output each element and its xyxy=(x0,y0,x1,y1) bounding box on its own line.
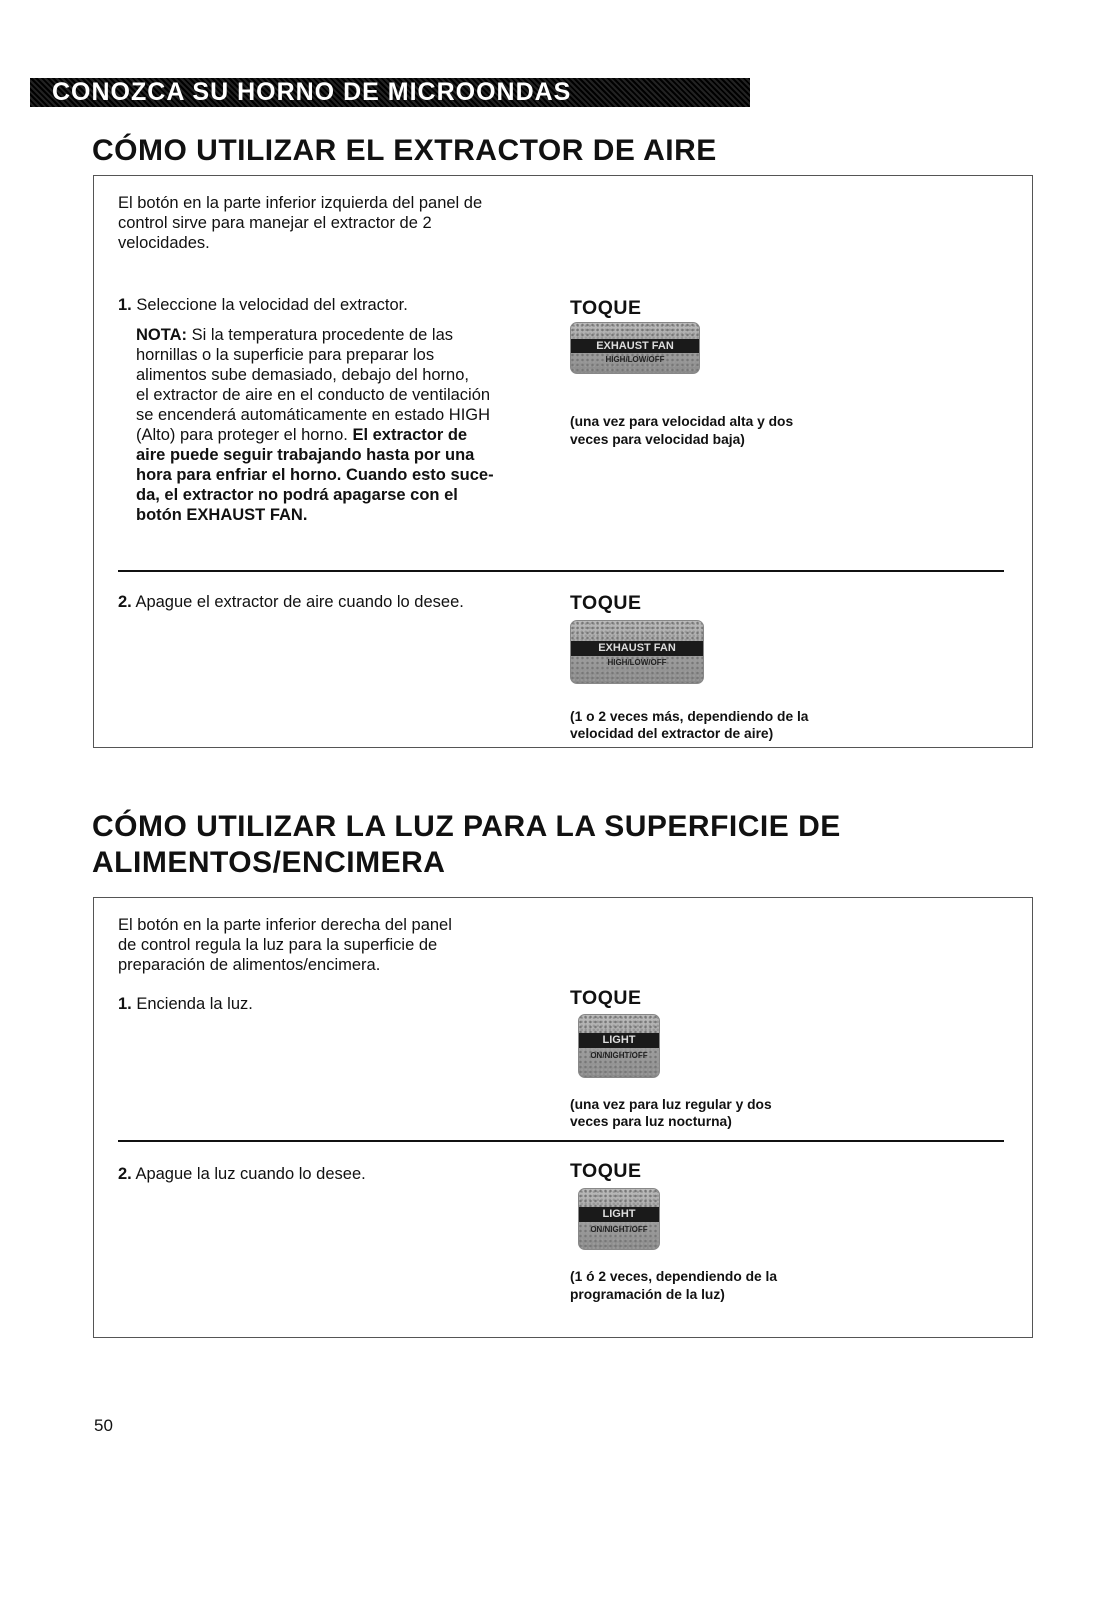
light-button-image xyxy=(578,1014,660,1078)
section1-intro-line3: velocidades. xyxy=(118,234,210,252)
nota-text: (Alto) para proteger el horno. xyxy=(136,426,353,444)
step-number: 2. xyxy=(118,1165,132,1183)
nota-label: NOTA: xyxy=(136,326,188,344)
nota-line6 xyxy=(136,426,467,445)
section1-step1 xyxy=(118,296,408,315)
step-text: Apague el extractor de aire cuando lo desee. xyxy=(135,593,464,611)
step2-caption-line2: velocidad del extractor de aire) xyxy=(570,726,774,741)
nota-bold-line4: da, el extractor no podrá apagarse con el xyxy=(136,486,458,504)
step1-caption-line2: veces para luz nocturna) xyxy=(570,1114,732,1129)
exhaust-fan-button-image xyxy=(570,322,700,374)
nota-text: Si la temperatura procedente de las xyxy=(187,326,454,344)
button-sublabel: HIGH/LOW/OFF xyxy=(607,658,667,667)
nota-line1 xyxy=(136,326,453,345)
button-sublabel: HIGH/LOW/OFF xyxy=(605,355,665,364)
step1-caption-line1: (una vez para velocidad alta y dos xyxy=(570,414,794,429)
section2-title-line2: ALIMENTOS/ENCIMERA xyxy=(92,846,446,879)
step2-caption-line2: programación de la luz) xyxy=(570,1287,725,1302)
section1-intro-line1: El botón en la parte inferior izquierda del panel de xyxy=(118,194,483,212)
nota-bold-line3: hora para enfriar el horno. Cuando esto suce- xyxy=(136,466,494,484)
section1-title: CÓMO UTILIZAR EL EXTRACTOR DE AIRE xyxy=(92,134,717,167)
section2-intro-line3: preparación de alimentos/encimera. xyxy=(118,956,381,974)
button-label: LIGHT xyxy=(579,1207,659,1222)
nota-line2: hornillas o la superficie para preparar los xyxy=(136,346,435,364)
button-label: EXHAUST FAN xyxy=(571,641,703,656)
button-label: LIGHT xyxy=(579,1033,659,1048)
section2-step1 xyxy=(118,995,253,1014)
exhaust-fan-button-image xyxy=(570,620,704,684)
step1-caption-line2: veces para velocidad baja) xyxy=(570,432,745,447)
section2-step2 xyxy=(118,1165,366,1184)
nota-line3: alimentos sube demasiado, debajo del horno, xyxy=(136,366,469,384)
header-banner: CONOZCA SU HORNO DE MICROONDAS xyxy=(30,78,750,107)
step-number: 1. xyxy=(118,296,132,314)
step1-caption-line1: (una vez para luz regular y dos xyxy=(570,1097,772,1112)
toque-label: TOQUE xyxy=(570,592,642,614)
section2-title-line1: CÓMO UTILIZAR LA LUZ PARA LA SUPERFICIE DE xyxy=(92,810,841,843)
step2-caption-line1: (1 o 2 veces más, dependiendo de la xyxy=(570,709,809,724)
step-number: 2. xyxy=(118,593,132,611)
button-label: EXHAUST FAN xyxy=(571,339,699,353)
step-text: Apague la luz cuando lo desee. xyxy=(135,1165,366,1183)
toque-label: TOQUE xyxy=(570,297,642,319)
nota-line5: se encenderá automáticamente en estado HIGH xyxy=(136,406,491,424)
step2-caption-line1: (1 ó 2 veces, dependiendo de la xyxy=(570,1269,778,1284)
section2-intro-line2: de control regula la luz para la superficie de xyxy=(118,936,438,954)
divider xyxy=(118,1140,1004,1142)
step-number: 1. xyxy=(118,995,132,1013)
divider xyxy=(118,570,1004,572)
nota-bold-line2: aire puede seguir trabajando hasta por una xyxy=(136,446,475,464)
page-number: 50 xyxy=(94,1416,113,1435)
nota-bold-text: El extractor de xyxy=(352,426,468,444)
section2-intro-line1: El botón en la parte inferior derecha del panel xyxy=(118,916,452,934)
step-text: Seleccione la velocidad del extractor. xyxy=(136,296,408,314)
section1-step2 xyxy=(118,593,464,612)
toque-label: TOQUE xyxy=(570,1160,642,1182)
section1-intro-line2: control sirve para manejar el extractor de 2 xyxy=(118,214,432,232)
nota-line4: el extractor de aire en el conducto de ventilación xyxy=(136,386,491,404)
light-button-image xyxy=(578,1188,660,1250)
toque-label: TOQUE xyxy=(570,987,642,1009)
nota-bold-line5: botón EXHAUST FAN. xyxy=(136,506,308,524)
button-sublabel: ON/NIGHT/OFF xyxy=(590,1051,648,1060)
step-text: Encienda la luz. xyxy=(136,995,253,1013)
button-sublabel: ON/NIGHT/OFF xyxy=(590,1225,648,1234)
